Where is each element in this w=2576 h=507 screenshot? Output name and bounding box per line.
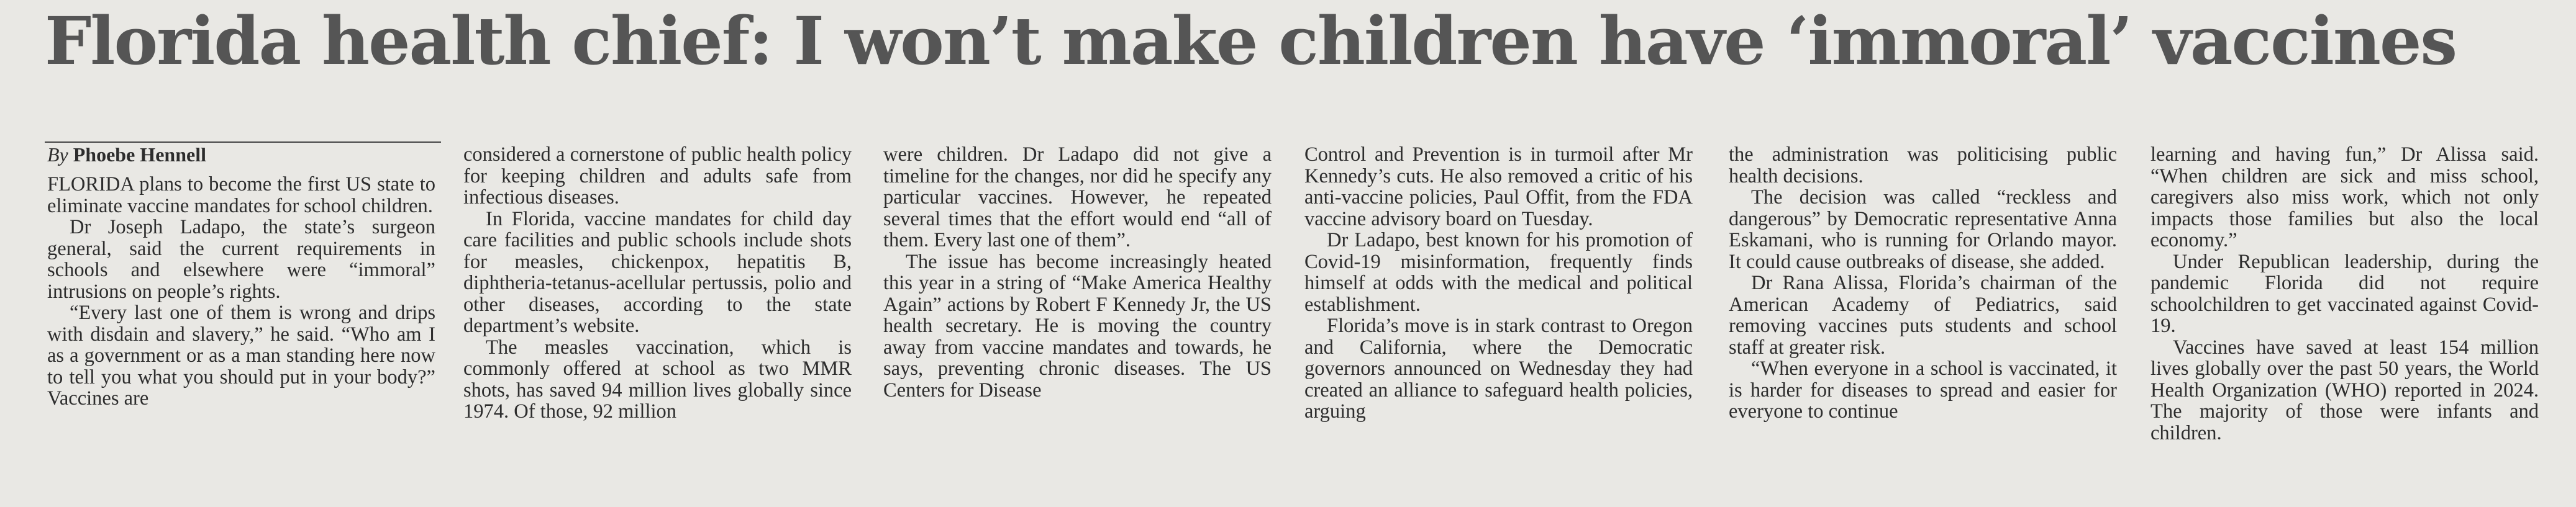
paragraph: Under Republican leadership, during the pandemic Florida did not require schoolchildren to get vaccinated against Covid-19. (2150, 250, 2539, 337)
paragraph: Vaccines have saved at least 154 million lives globally over the past 50 years, the World Health Organization (WHO) reported in 2024. The majority of those were infants and children. (2150, 336, 2539, 444)
paragraph: learning and having fun,” Dr Alissa said. “When children are sick and miss school, caregivers also miss work, which not only impacts those families but also the local economy.” (2150, 143, 2539, 251)
paragraph: considered a cornerstone of public health policy for keeping children and adults safe from infectious diseases. (463, 143, 852, 209)
article-column-1 (47, 144, 435, 410)
paragraph: Dr Rana Alissa, Florida’s chairman of the American Academy of Pediatrics, said removing vaccines puts students and school staff at greater risk. (1729, 272, 2117, 359)
paragraph: Control and Prevention is in turmoil after Mr Kennedy’s cuts. He also removed a critic of his anti-vaccine policies, Paul Offit, from the FDA vaccine advisory board on Tuesday. (1304, 143, 1693, 230)
paragraph: the administration was politicising public health decisions. (1729, 143, 2117, 187)
paragraph: FLORIDA plans to become the first US state to eliminate vaccine mandates for school children. (47, 173, 435, 217)
paragraph: The measles vaccination, which is commonly offered at school as two MMR shots, has saved 94 million lives globally since 1974. Of those, 92 million (463, 336, 852, 423)
paragraph: Dr Ladapo, best known for his promotion of Covid-19 misinformation, frequently finds himself at odds with the medical and political establishment. (1304, 229, 1693, 316)
byline-rule (45, 141, 441, 143)
byline-author: Phoebe Hennell (73, 143, 206, 166)
paragraph: were children. Dr Ladapo did not give a timeline for the changes, nor did he specify any particular vaccines. However, he repeated several times that the effort would end “all of them. Every last one of them”. (883, 143, 1272, 251)
article-column-4 (1304, 144, 1693, 423)
paragraph: In Florida, vaccine mandates for child day care facilities and public schools include shots for measles, chickenpox, hepatitis B, diphtheria-tetanus-acellular pertussis, polio and other diseases, according to the state department’s website. (463, 207, 852, 337)
article-column-3 (883, 144, 1272, 401)
paragraph: Dr Joseph Ladapo, the state’s surgeon general, said the current requirements in schools and elsewhere were “immoral” intrusions on people’s rights. (47, 216, 435, 303)
paragraph: Florida’s move is in stark contrast to Oregon and California, where the Democratic governors announced on Wednesday they had created an alliance to safeguard health policies, arguing (1304, 315, 1693, 423)
paragraph: “Every last one of them is wrong and drips with disdain and slavery,” he said. “Who am I as a government or as a man standing here now to tell you what you should put in your body?” Vaccines are (47, 302, 435, 410)
paragraph: The decision was called “reckless and dangerous” by Democratic representative Anna Eskamani, who is running for Orlando mayor. It could cause outbreaks of disease, she added. (1729, 186, 2117, 273)
paragraph: “When everyone in a school is vaccinated, it is harder for diseases to spread and easier for everyone to continue (1729, 357, 2117, 423)
paragraph: The issue has become increasingly heated this year in a string of “Make America Healthy Again” actions by Robert F Kennedy Jr, the US health secretary. He is moving the country away from vaccine mandates and towards, he says, preventing chronic diseases. The US Centers for Disease (883, 250, 1272, 402)
headline: Florida health chief: I won’t make children have ‘immoral’ vaccines (45, 2, 2457, 79)
byline-prefix: By (47, 143, 68, 166)
article-column-5 (1729, 144, 2117, 423)
article-column-6 (2150, 144, 2539, 444)
article-column-2 (463, 144, 852, 423)
byline (47, 144, 435, 165)
